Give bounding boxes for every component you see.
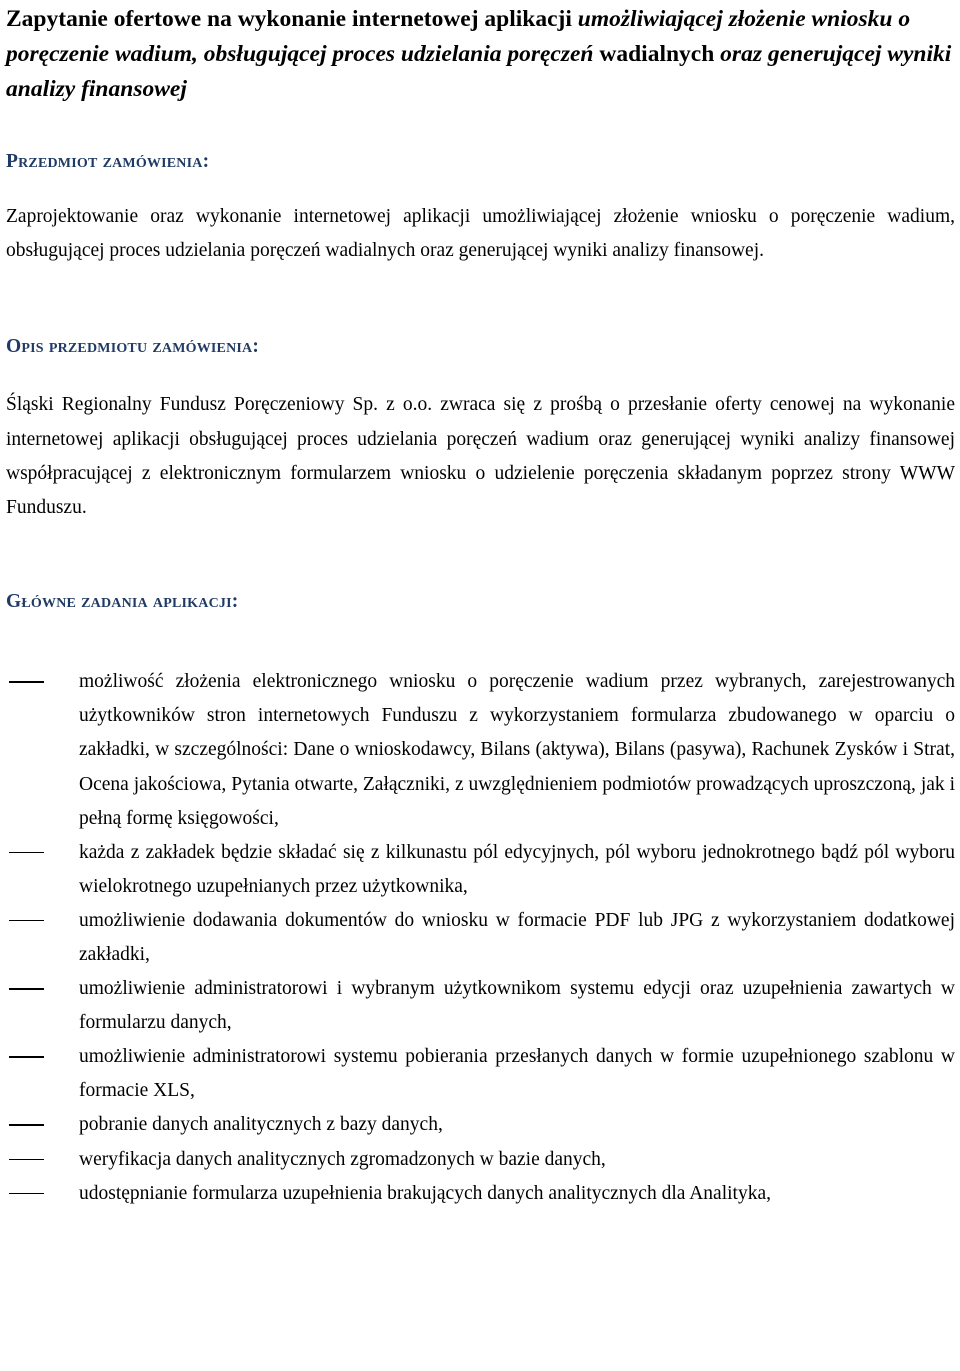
list-item — [6, 836, 955, 904]
dash-bullet-icon — [9, 1124, 44, 1126]
dash-bullet-icon — [9, 920, 44, 922]
section-heading-opis: Opis przedmiotu zamówienia: — [6, 336, 260, 358]
list-item-text: pobranie danych analitycznych z bazy danych, — [79, 1114, 443, 1136]
list-item — [6, 972, 955, 1040]
list-item — [6, 1177, 955, 1211]
title-part-4: oraz generującej wyniki analizy finansowej — [6, 41, 952, 102]
list-item-text: udostępnianie formularza uzupełnienia brakujących danych analitycznych dla Analityka, — [79, 1182, 771, 1204]
section-text-opis: Śląski Regionalny Fundusz Poręczeniowy Sp. z o.o. zwraca się z prośbą o przesłanie oferty cenowej na wykonanie internetowej aplikacji obsługującej proces udzielania poręczeń wadium oraz generującej wyniki analizy finansowej współpracującej z elektronicznym formularzem wniosku o udzielenie poręczenia składanym poprzez strony WWW Funduszu. — [6, 394, 955, 519]
title-part-1: Zapytanie ofertowe na wykonanie internetowej aplikacji — [6, 6, 578, 32]
document-title — [6, 0, 955, 107]
list-item-text: umożliwienie dodawania dokumentów do wniosku w formacie PDF lub JPG z wykorzystaniem dodatkowej zakładki, — [79, 909, 955, 965]
list-item — [6, 1143, 955, 1177]
section-heading-zadania: Główne zadania aplikacji: — [6, 591, 239, 613]
section-text-przedmiot: Zaprojektowanie oraz wykonanie internetowej aplikacji umożliwiającej złożenie wniosku o poręczenie wadium, obsługującej proces udzielania poręczeń wadialnych oraz generującej wyniki analizy finansowej. — [6, 206, 955, 262]
title-part-3: wadialnych — [599, 41, 721, 67]
list-item-text: każda z zakładek będzie składać się z kilkunastu pól edycyjnych, pól wyboru jednokrotnego bądź pól wyboru wielokrotnego uzupełnianych przez użytkownika, — [79, 841, 955, 897]
list-item-text: umożliwienie administratorowi systemu pobierania przesłanych danych w formie uzupełnionego szablonu w formacie XLS, — [79, 1046, 955, 1102]
dash-bullet-icon — [9, 1159, 44, 1161]
list-item-text: umożliwienie administratorowi i wybranym użytkownikom systemu edycji oraz uzupełnienia zawartych w formularzu danych, — [79, 978, 955, 1034]
dash-bullet-icon — [9, 681, 44, 683]
list-item — [6, 904, 955, 972]
list-item — [6, 1108, 955, 1142]
list-item-text: możliwość złożenia elektronicznego wniosku o poręczenie wadium przez wybranych, zarejestrowanych użytkowników stron internetowych Funduszu z wykorzystaniem formularza zbudowanego w oparciu o zakładki, w szczególności: Dane o wnioskodawcy, Bilans (aktywa), Bilans (pasywa), Rachunek Zysków i Strat, Ocena jakościowa, Pytania otwarte, Załączniki, z uwzględnieniem podmiotów prowadzących uproszczoną, jak i pełną formę księgowości, — [79, 671, 955, 829]
dash-bullet-icon — [9, 988, 44, 990]
dash-bullet-icon — [9, 1193, 44, 1195]
list-item-text: weryfikacja danych analitycznych zgromadzonych w bazie danych, — [79, 1148, 606, 1170]
list-item — [6, 1040, 955, 1108]
list-item — [6, 665, 955, 835]
dash-bullet-icon — [9, 852, 44, 854]
task-list — [6, 665, 955, 1211]
title-part-2: umożliwiającej złożenie wniosku o poręczenie wadium, obsługującej proces udzielania poręczeń — [6, 6, 911, 67]
section-heading-przedmiot: Przedmiot zamówienia: — [6, 151, 210, 172]
dash-bullet-icon — [9, 1056, 44, 1058]
